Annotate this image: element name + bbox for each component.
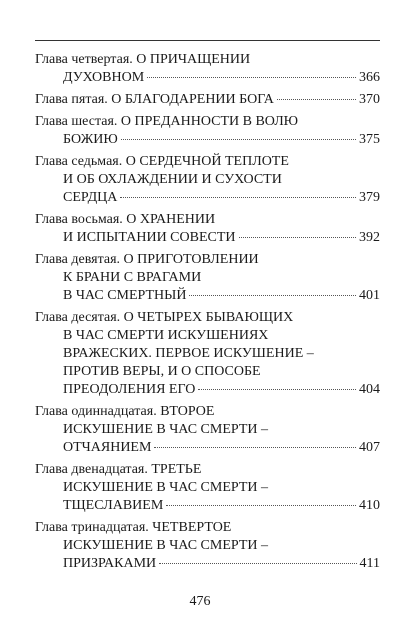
chapter-page-number: 401: [359, 288, 380, 303]
dot-leader: [120, 196, 356, 198]
toc-entry: [35, 519, 380, 573]
chapter-title-continued: В ЧАС СМЕРТИ ИСКУШЕНИЯХ: [63, 328, 269, 343]
toc-entry-line: [35, 537, 380, 555]
chapter-title-continued: ИСКУШЕНИЕ В ЧАС СМЕРТИ –: [63, 538, 269, 553]
toc-entry-line: [35, 497, 380, 515]
chapter-title-continued: ПРЕОДОЛЕНИЯ ЕГО: [63, 382, 196, 397]
chapter-page-number: 392: [359, 230, 380, 245]
dot-leader: [277, 98, 356, 100]
chapter-page-number: 404: [359, 382, 380, 397]
chapter-title: Глава восьмая. О ХРАНЕНИИ: [35, 212, 216, 227]
dot-leader: [239, 236, 356, 238]
toc-entry-line: [35, 363, 380, 381]
toc-entry: [35, 91, 380, 109]
toc-entry-line: [35, 479, 380, 497]
chapter-title-continued: И ОБ ОХЛАЖДЕНИИ И СУХОСТИ: [63, 172, 282, 187]
chapter-title-continued: СЕРДЦА: [63, 190, 118, 205]
toc-entry: [35, 251, 380, 305]
dot-leader: [166, 504, 356, 506]
toc-entry-line: [35, 91, 380, 109]
toc-entry-line: [35, 403, 380, 421]
toc-entry: [35, 211, 380, 247]
chapter-title-continued: И ИСПЫТАНИИ СОВЕСТИ: [63, 230, 236, 245]
chapter-title-continued: ИСКУШЕНИЕ В ЧАС СМЕРТИ –: [63, 422, 269, 437]
dot-leader: [189, 294, 356, 296]
toc-entry-line: [35, 287, 380, 305]
chapter-title: Глава одиннадцатая. ВТОРОЕ: [35, 404, 215, 419]
toc-entry-line: [35, 461, 380, 479]
toc-entry: [35, 113, 380, 149]
chapter-title: Глава четвертая. О ПРИЧАЩЕНИИ: [35, 52, 251, 67]
chapter-title: Глава десятая. О ЧЕТЫРЕХ БЫВАЮЩИХ: [35, 310, 294, 325]
toc-entry-line: [35, 381, 380, 399]
top-rule: [35, 40, 380, 41]
dot-leader: [198, 388, 356, 390]
chapter-title: Глава седьмая. О СЕРДЕЧНОЙ ТЕПЛОТЕ: [35, 154, 289, 169]
chapter-title-continued: ДУХОВНОМ: [63, 70, 145, 85]
toc-entry: [35, 309, 380, 399]
chapter-page-number: 379: [359, 190, 380, 205]
chapter-page-number: 375: [359, 132, 380, 147]
chapter-title: Глава пятая. О БЛАГОДАРЕНИИ БОГА: [35, 92, 274, 107]
chapter-title-continued: ПРОТИВ ВЕРЫ, И О СПОСОБЕ: [63, 364, 261, 379]
toc-entry-line: [35, 327, 380, 345]
chapter-page-number: 411: [359, 556, 380, 571]
toc-entry-line: [35, 421, 380, 439]
toc-entry: [35, 153, 380, 207]
chapter-title-continued: ПРИЗРАКАМИ: [63, 556, 157, 571]
chapter-title-continued: В ЧАС СМЕРТНЫЙ: [63, 288, 187, 303]
chapter-page-number: 410: [359, 498, 380, 513]
chapter-page-number: 366: [359, 70, 380, 85]
dot-leader: [154, 446, 356, 448]
chapter-title-continued: ТЩЕСЛАВИЕМ: [63, 498, 164, 513]
chapter-title-continued: ВРАЖЕСКИХ. ПЕРВОЕ ИСКУШЕНИЕ –: [63, 346, 314, 361]
toc-entry: [35, 403, 380, 457]
toc-entry-line: [35, 345, 380, 363]
table-of-contents: [35, 47, 380, 573]
toc-entry-line: [35, 211, 380, 229]
chapter-title-continued: ОТЧАЯНИЕМ: [63, 440, 152, 455]
toc-entry-line: [35, 229, 380, 247]
chapter-title: Глава шестая. О ПРЕДАННОСТИ В ВОЛЮ: [35, 114, 299, 129]
toc-entry: [35, 51, 380, 87]
toc-entry: [35, 461, 380, 515]
toc-entry-line: [35, 519, 380, 537]
chapter-page-number: 370: [359, 92, 380, 107]
toc-entry-line: [35, 131, 380, 149]
toc-entry-line: [35, 189, 380, 207]
toc-entry-line: [35, 51, 380, 69]
toc-entry-line: [35, 555, 380, 573]
chapter-title: Глава двенадцатая. ТРЕТЬЕ: [35, 462, 202, 477]
page-number: 476: [189, 594, 211, 609]
chapter-title-continued: БОЖИЮ: [63, 132, 118, 147]
toc-entry-line: [35, 251, 380, 269]
chapter-title-continued: ИСКУШЕНИЕ В ЧАС СМЕРТИ –: [63, 480, 269, 495]
toc-entry-line: [35, 153, 380, 171]
chapter-title: Глава тринадцатая. ЧЕТВЕРТОЕ: [35, 520, 232, 535]
chapter-title-continued: К БРАНИ С ВРАГАМИ: [63, 270, 202, 285]
chapter-title: Глава девятая. О ПРИГОТОВЛЕНИИ: [35, 252, 259, 267]
dot-leader: [121, 138, 356, 140]
toc-entry-line: [35, 309, 380, 327]
toc-entry-line: [35, 171, 380, 189]
toc-entry-line: [35, 69, 380, 87]
dot-leader: [159, 562, 356, 564]
toc-entry-line: [35, 269, 380, 287]
toc-entry-line: [35, 439, 380, 457]
dot-leader: [147, 76, 356, 78]
chapter-page-number: 407: [359, 440, 380, 455]
toc-entry-line: [35, 113, 380, 131]
